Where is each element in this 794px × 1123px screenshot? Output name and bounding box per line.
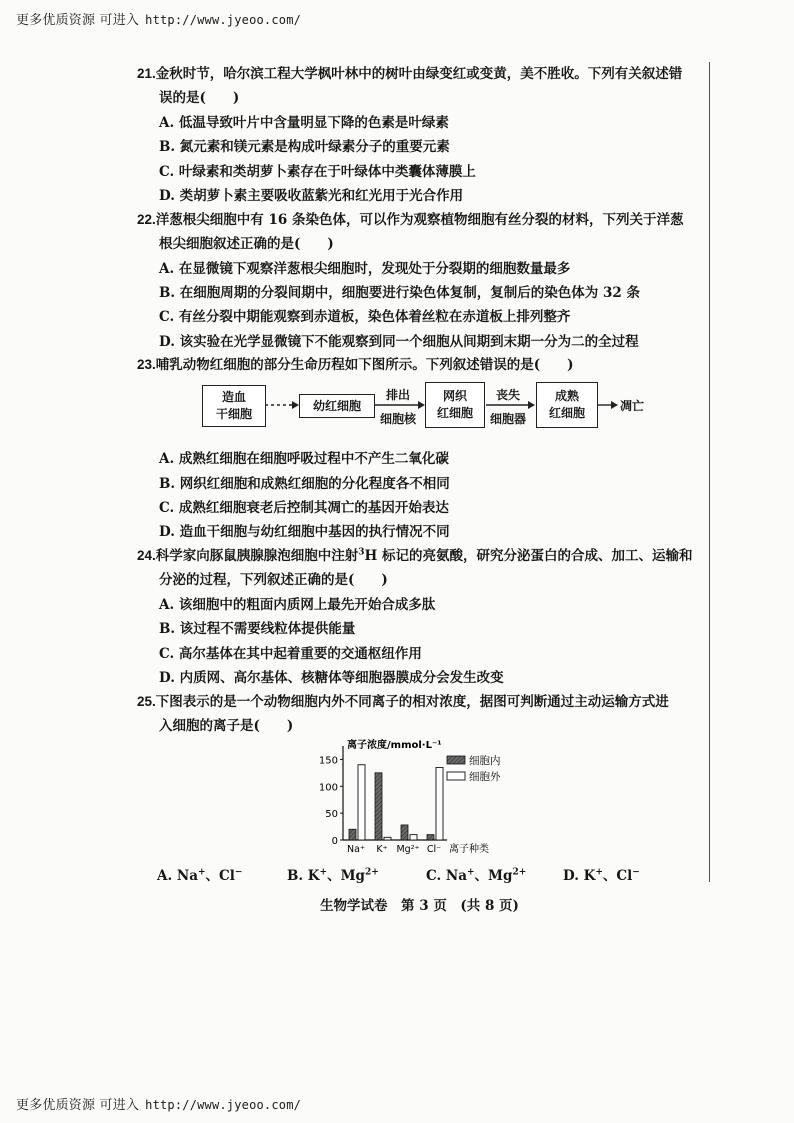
bar-outside-1: [384, 837, 391, 840]
q23-option-a: A. 成熟红细胞在细胞呼吸过程中不产生二氧化碳: [159, 451, 449, 467]
q22-option-a: A. 在显微镜下观察洋葱根尖细胞时，发现处于分裂期的细胞数量最多: [159, 261, 571, 277]
arrow-label-2-top: 丧失: [495, 388, 520, 402]
bar-outside-2: [410, 835, 417, 840]
question-22-line-1: 22.洋葱根尖细胞中有 16 条染色体，可以作为观察植物细胞有丝分裂的材料，下列关于洋葱: [137, 212, 684, 228]
x-tick-label: Na⁺: [347, 844, 365, 855]
banner-text: 更多优质资源 可进入: [16, 1098, 140, 1113]
bottom-banner: [16, 1094, 301, 1113]
arrow-label-1-top: 排出: [385, 388, 410, 402]
flow-box-young-cell: 幼红细胞: [299, 394, 375, 418]
q21-option-d: D. 类胡萝卜素主要吸收蓝紫光和红光用于光合作用: [159, 188, 464, 204]
bar-outside-0: [358, 765, 365, 840]
question-23-line-1: 23.哺乳动物红细胞的部分生命历程如下图所示。下列叙述错误的是( ): [137, 357, 574, 373]
red-cell-flow-diagram: [177, 380, 742, 450]
question-25-line-1: 25.下图表示的是一个动物细胞内外不同离子的相对浓度，据图可判断通过主动运输方式进: [137, 694, 669, 710]
question-21-line-1: 21.金秋时节，哈尔滨工程大学枫叶林中的树叶由绿变红或变黄，美不胜收。下列有关叙述错: [137, 66, 683, 82]
flow-box-reticulocyte: 网织 红细胞: [425, 382, 485, 428]
q24-option-a: A. 该细胞中的粗面内质网上最先开始合成多肽: [159, 597, 436, 613]
q23-option-d: D. 造血干细胞与幼红细胞中基因的执行情况不同: [159, 524, 450, 540]
question-21-line-2: 误的是( ): [159, 90, 240, 106]
question-24-line-2: 分泌的过程，下列叙述正确的是( ): [159, 572, 388, 588]
arrow-head-4: [611, 401, 618, 409]
arrow-label-2-bottom: 细胞器: [489, 412, 526, 426]
banner-link[interactable]: http://www.jyeoo.com/: [145, 1098, 302, 1112]
q24-option-d: D. 内质网、高尔基体、核糖体等细胞器膜成分会发生改变: [159, 670, 504, 686]
bar-outside-3: [436, 767, 443, 840]
bar-inside-1: [375, 773, 382, 840]
q25-option-c: C. Na+、$Mg^{2+}$: [426, 867, 527, 884]
y-tick-label: 100: [318, 782, 338, 794]
q21-option-a: A. 低温导致叶片中含量明显下降的色素是叶绿素: [159, 115, 449, 131]
ion-concentration-chart: [313, 738, 533, 863]
legend-label-inside: 细胞内: [469, 755, 501, 767]
q22-option-c: C. 有丝分裂中期能观察到赤道板，染色体着丝粒在赤道板上排列整齐: [159, 309, 571, 325]
x-tick-label: K⁺: [376, 844, 388, 855]
q24-option-c: C. 高尔基体在其中起着重要的交通枢纽作用: [159, 646, 422, 662]
y-axis-label: 离子浓度/mmol·L⁻¹: [347, 740, 442, 751]
q21-option-b: B. 氮元素和镁元素是构成叶绿素分子的重要元素: [159, 139, 450, 155]
q22-option-d: D. 该实验在光学显微镜下不能观察到同一个细胞从间期到末期一分为二的全过程: [159, 334, 639, 350]
banner-text: 更多优质资源 可进入: [16, 13, 140, 28]
flow-end-label: 凋亡: [620, 399, 645, 413]
banner-link[interactable]: http://www.jyeoo.com/: [145, 13, 302, 27]
legend-swatch-outside: [447, 772, 465, 780]
margin-rule: [709, 62, 710, 882]
q25-option-d: D. K+、Cl−: [563, 867, 640, 884]
bar-inside-0: [349, 829, 356, 840]
arrow-head-2: [418, 401, 425, 409]
question-25-line-2: 入细胞的离子是( ): [159, 718, 294, 734]
q25-option-b: B. K+、$Mg^{2+}$: [287, 867, 379, 884]
flow-box-mature-cell: 成熟 红细胞: [536, 382, 598, 428]
legend-label-outside: 细胞外: [469, 771, 501, 783]
legend-swatch-inside: [447, 756, 465, 764]
top-banner: [16, 9, 301, 28]
y-tick-label: 50: [325, 809, 338, 821]
q22-option-b: B. 在细胞周期的分裂间期中，细胞要进行染色体复制，复制后的染色体为 32 条: [159, 285, 640, 301]
bar-inside-2: [401, 825, 408, 840]
page-footer: 生物学试卷 第 3 页 (共 8 页): [320, 898, 519, 914]
q21-option-c: C. 叶绿素和类胡萝卜素存在于叶绿体中类囊体薄膜上: [159, 164, 476, 180]
question-22-line-2: 根尖细胞叙述正确的是( ): [159, 236, 334, 252]
bar-inside-3: [427, 835, 434, 840]
q24-option-b: B. 该过程不需要线粒体提供能量: [159, 621, 356, 637]
x-tick-label: Mg²⁺: [396, 844, 420, 855]
y-tick-label: 0: [331, 836, 338, 847]
q23-option-c: C. 成熟红细胞衰老后控制其凋亡的基因开始表达: [159, 500, 449, 516]
arrow-head-1: [292, 401, 299, 409]
question-24-line-1: 24.科学家向豚鼠胰腺腺泡细胞中注射$^3$H 标记的亮氨酸，研究分泌蛋白的合成、加工、运输和: [137, 547, 693, 564]
x-axis-label: 离子种类: [449, 844, 489, 855]
x-tick-label: Cl⁻: [426, 844, 442, 855]
flow-box-stem-cell: 造血 干细胞: [202, 385, 266, 427]
q23-option-b: B. 网织红细胞和成熟红细胞的分化程度各不相同: [159, 476, 450, 492]
y-tick-label: 150: [318, 755, 338, 767]
arrow-head-3: [528, 401, 535, 409]
arrow-label-1-bottom: 细胞核: [379, 412, 416, 426]
q25-option-a: A. Na+、Cl−: [157, 867, 243, 884]
